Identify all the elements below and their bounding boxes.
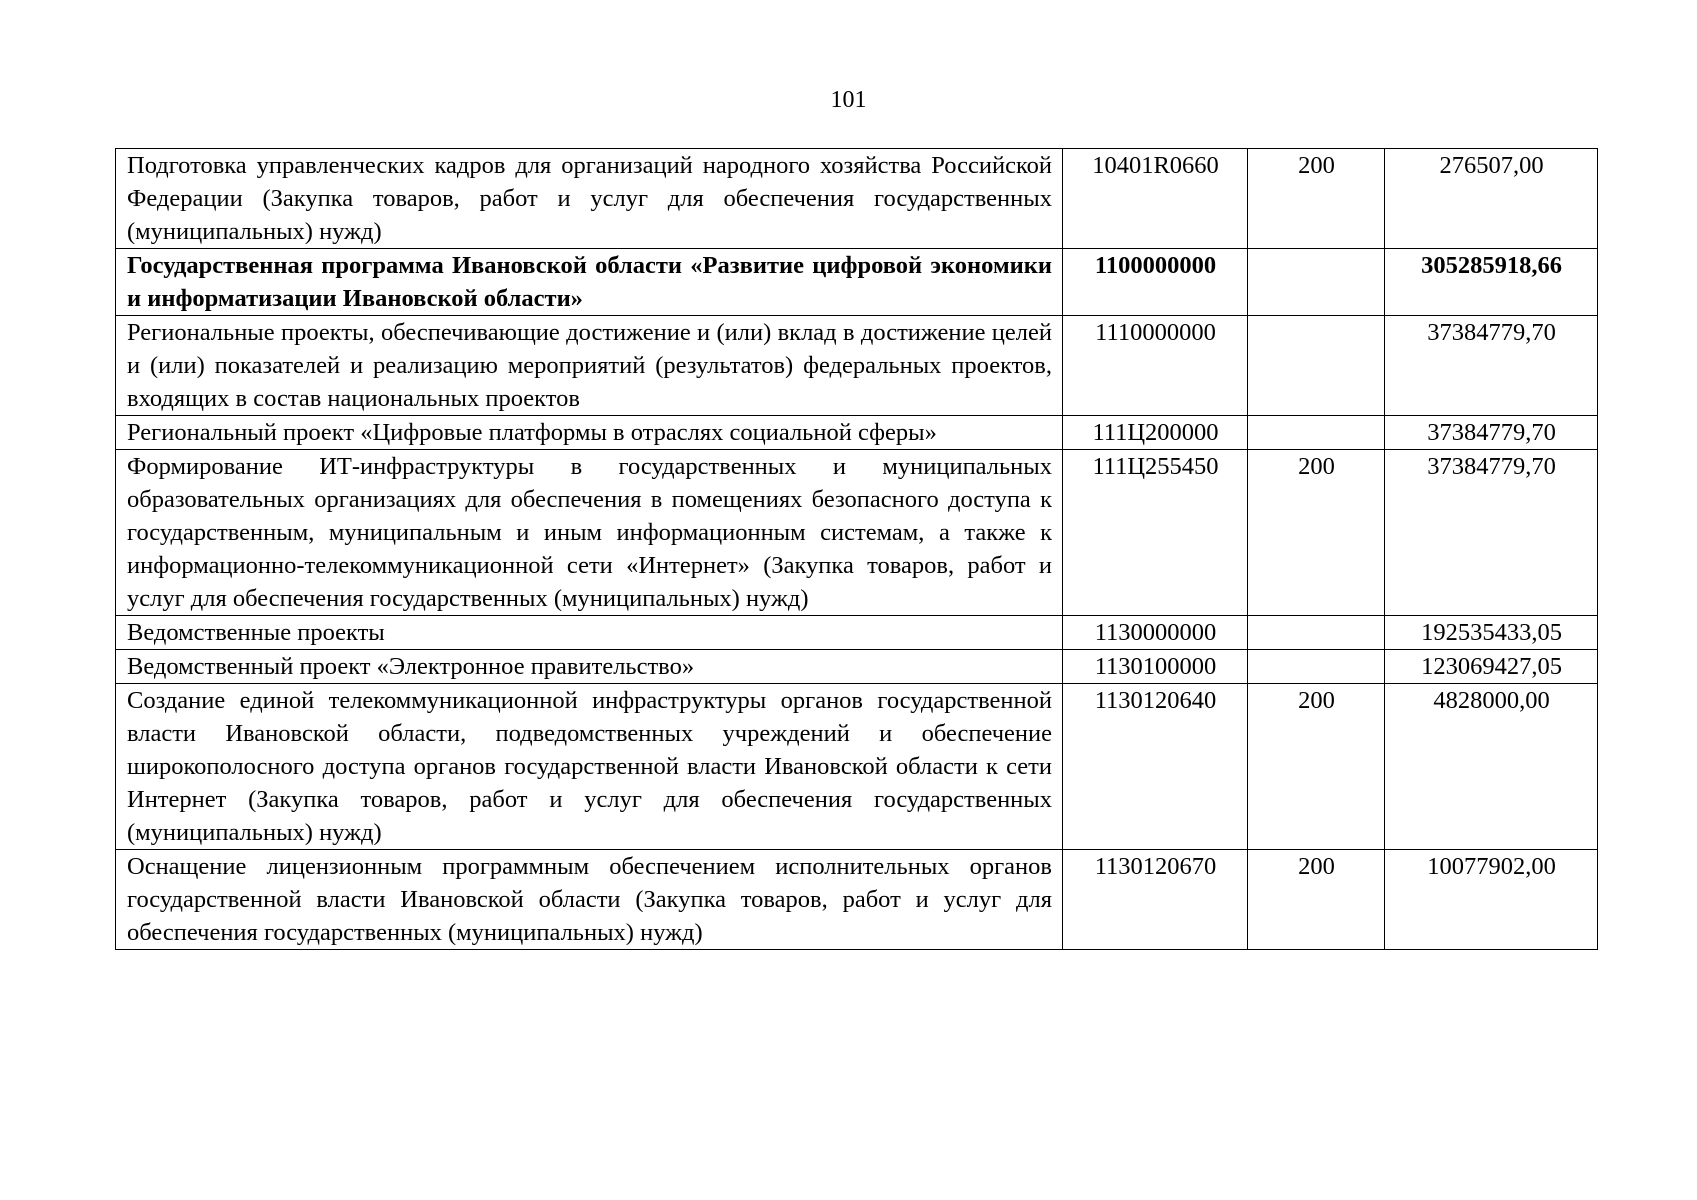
table-row bbox=[116, 316, 1598, 416]
row-description: Государственная программа Ивановской области «Развитие цифровой экономики и информатизации Ивановской области» bbox=[116, 249, 1063, 316]
row-expense-type: 200 bbox=[1248, 850, 1385, 950]
row-expense-type bbox=[1248, 316, 1385, 416]
row-amount: 37384779,70 bbox=[1385, 416, 1598, 450]
table-row bbox=[116, 416, 1598, 450]
row-code: 1130120640 bbox=[1063, 684, 1248, 850]
row-description: Региональный проект «Цифровые платформы в отраслях социальной сферы» bbox=[116, 416, 1063, 450]
table-row bbox=[116, 616, 1598, 650]
row-amount: 4828000,00 bbox=[1385, 684, 1598, 850]
row-expense-type: 200 bbox=[1248, 450, 1385, 616]
row-amount: 123069427,05 bbox=[1385, 650, 1598, 684]
row-code: 1130000000 bbox=[1063, 616, 1248, 650]
table-row bbox=[116, 650, 1598, 684]
row-description: Оснащение лицензионным программным обеспечением исполнительных органов государственной власти Ивановской области (Закупка товаров, работ и услуг для обеспечения государственных (муниципальных) нужд) bbox=[116, 850, 1063, 950]
row-description: Создание единой телекоммуникационной инфраструктуры органов государственной власти Ивановской области, подведомственных учреждений и обеспечение широкополосного доступа органов государственной власти Ивановской области к сети Интернет (Закупка товаров, работ и услуг для обеспечения государственных (муниципальных) нужд) bbox=[116, 684, 1063, 850]
table-row bbox=[116, 450, 1598, 616]
row-amount: 37384779,70 bbox=[1385, 316, 1598, 416]
row-amount: 305285918,66 bbox=[1385, 249, 1598, 316]
page-number: 101 bbox=[830, 87, 867, 113]
row-code: 10401R0660 bbox=[1063, 149, 1248, 249]
row-amount: 192535433,05 bbox=[1385, 616, 1598, 650]
row-amount: 37384779,70 bbox=[1385, 450, 1598, 616]
row-expense-type: 200 bbox=[1248, 684, 1385, 850]
row-code: 1100000000 bbox=[1063, 249, 1248, 316]
budget-table bbox=[115, 148, 1598, 950]
row-code: 1130120670 bbox=[1063, 850, 1248, 950]
table-row bbox=[116, 850, 1598, 950]
table-row bbox=[116, 149, 1598, 249]
table-row bbox=[116, 684, 1598, 850]
row-code: 1130100000 bbox=[1063, 650, 1248, 684]
row-description: Подготовка управленческих кадров для организаций народного хозяйства Российской Федерации (Закупка товаров, работ и услуг для обеспечения государственных (муниципальных) нужд) bbox=[116, 149, 1063, 249]
row-description: Формирование ИТ-инфраструктуры в государственных и муниципальных образовательных организациях для обеспечения в помещениях безопасного доступа к государственным, муниципальным и иным информационным системам, а также к информационно-телекоммуникационной сети «Интернет» (Закупка товаров, работ и услуг для обеспечения государственных (муниципальных) нужд) bbox=[116, 450, 1063, 616]
row-code: 111Ц255450 bbox=[1063, 450, 1248, 616]
row-description: Региональные проекты, обеспечивающие достижение и (или) вклад в достижение целей и (или) показателей и реализацию мероприятий (результатов) федеральных проектов, входящих в состав национальных проектов bbox=[116, 316, 1063, 416]
row-expense-type bbox=[1248, 616, 1385, 650]
row-expense-type bbox=[1248, 650, 1385, 684]
row-expense-type bbox=[1248, 249, 1385, 316]
row-expense-type bbox=[1248, 416, 1385, 450]
row-expense-type: 200 bbox=[1248, 149, 1385, 249]
row-code: 1110000000 bbox=[1063, 316, 1248, 416]
row-description: Ведомственный проект «Электронное правительство» bbox=[116, 650, 1063, 684]
row-amount: 276507,00 bbox=[1385, 149, 1598, 249]
table-row-program bbox=[116, 249, 1598, 316]
row-code: 111Ц200000 bbox=[1063, 416, 1248, 450]
row-amount: 10077902,00 bbox=[1385, 850, 1598, 950]
row-description: Ведомственные проекты bbox=[116, 616, 1063, 650]
